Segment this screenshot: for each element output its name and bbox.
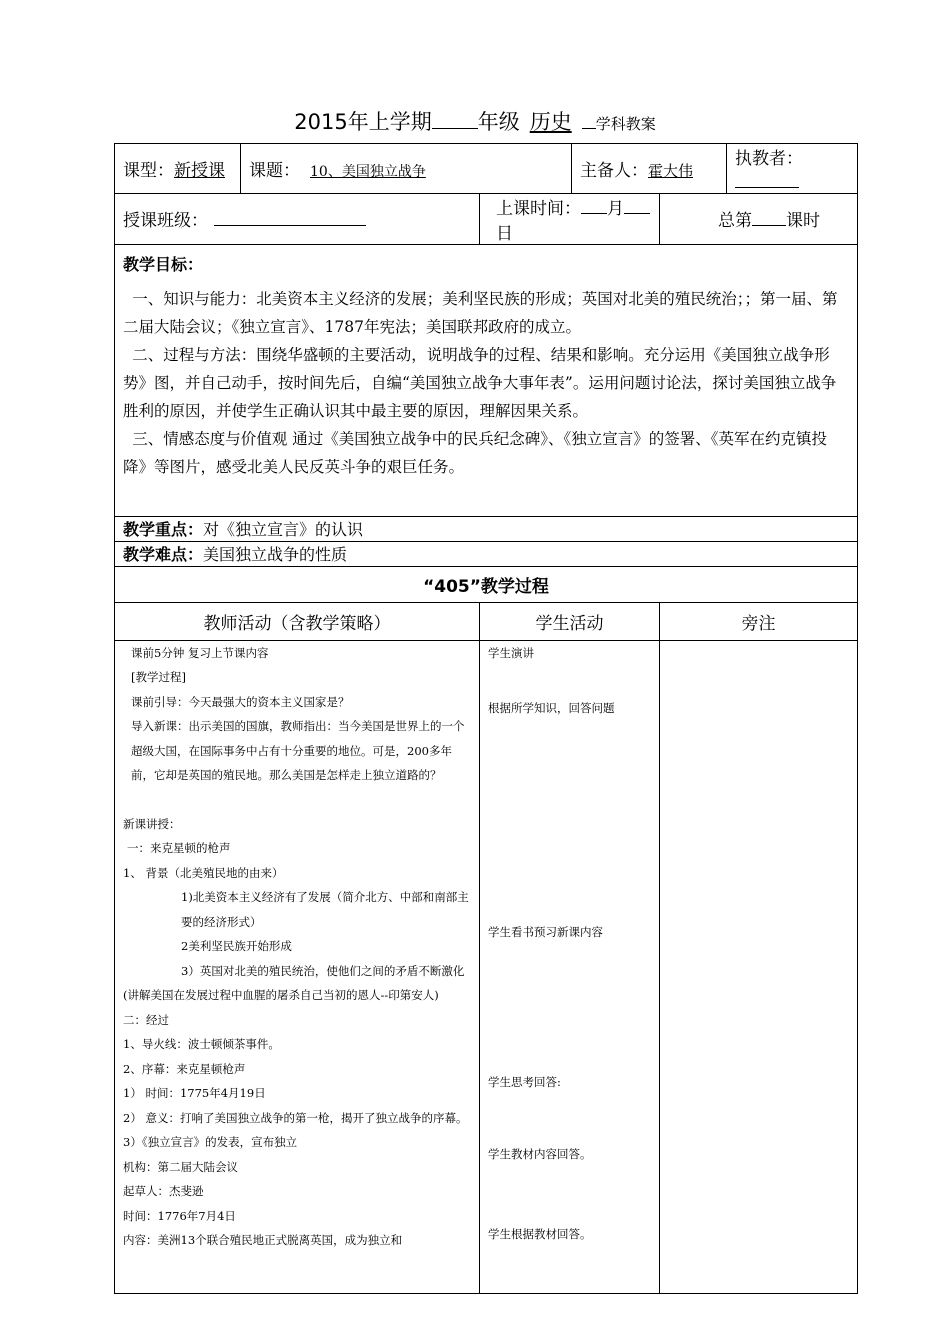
key-point-value: 对《独立宣言》的认识 xyxy=(203,520,364,540)
objective-attitude: 三、情感态度与价值观 通过《美国独立战争中的民兵纪念碑》、《独立宣言》的签署、《英军在约克镇投降》等图片，感受北美人民反英斗争的艰巨任务。 xyxy=(123,429,827,476)
teacher-line xyxy=(123,788,471,812)
preparer-cell xyxy=(572,144,727,194)
topic-cell xyxy=(241,144,572,194)
total-label: 总第 xyxy=(718,211,752,232)
difficulty-value: 美国独立战争的性质 xyxy=(203,545,348,565)
teacher-line: 1、 背景（北美殖民地的由来） xyxy=(123,865,284,880)
student-line: 学生演讲 xyxy=(488,645,534,660)
teacher-line: 2美利坚民族开始形成 xyxy=(181,939,292,954)
month-blank xyxy=(581,195,607,214)
time-cell xyxy=(480,193,660,244)
subject-blank xyxy=(582,106,596,129)
objective-process: 二、过程与方法：围绕华盛顿的主要活动，说明战争的过程、结果和影响。充分运用《美国独立战争形势》图，并自己动手，按时间先后，自编“美国独立战争大事年表”。运用问题讨论法，探讨美国独立战争胜利的原因，并使学生正确认识其中最主要的原因，理解因果关系。 xyxy=(123,345,837,420)
day-blank xyxy=(624,195,650,214)
teacher-line: [教学过程] xyxy=(131,670,186,685)
teacher-line: 1） 时间：1775年4月19日 xyxy=(123,1086,266,1101)
student-column-header: 学生活动 xyxy=(480,602,660,640)
topic-value: 10、美国独立战争 xyxy=(310,163,426,180)
title-suffix: 学科教案 xyxy=(595,115,656,134)
title-year-term: 2015年上学期 xyxy=(294,110,432,135)
teacher-line: 导入新课：出示美国的国旗，教师指出：当今美国是世界上的一个超级大国，在国际事务中占有十分重要的地位。可是，200多年前，它却是英国的殖民地。那么美国是怎样走上独立道路的？ xyxy=(131,719,465,783)
student-line: 学生看书预习新课内容 xyxy=(488,924,603,939)
title-grade-label: 年级 xyxy=(477,110,520,135)
objectives-cell xyxy=(115,244,858,516)
teacher-column-header: 教师活动（含教学策略） xyxy=(115,602,480,640)
total-blank xyxy=(752,208,786,227)
executor-label: 执教者： xyxy=(735,149,804,169)
difficulty-row xyxy=(115,541,858,566)
time-label: 上课时间： xyxy=(496,198,581,219)
teacher-activity-cell xyxy=(115,640,480,1293)
student-activity-cell xyxy=(480,640,660,1293)
teacher-line: 2） 意义：打响了美国独立战争的第一枪，揭开了独立战争的序幕。 xyxy=(123,1110,468,1125)
executor-blank xyxy=(735,169,799,188)
note-cell xyxy=(660,640,858,1293)
process-title: “405”教学过程 xyxy=(115,566,858,602)
teacher-line: 2、序幕：来克星顿枪声 xyxy=(123,1061,246,1076)
teacher-line: (讲解美国在发展过程中血腥的屠杀自己当初的恩人--印第安人) xyxy=(123,988,439,1003)
teacher-line: 一：来克星顿的枪声 xyxy=(127,841,231,856)
preparer-label: 主备人： xyxy=(580,160,648,181)
teacher-line: 课前引导：今天最强大的资本主义国家是？ xyxy=(131,694,350,709)
teacher-line: 1)北美资本主义经济有了发展（简介北方、中部和南部主要的经济形式） xyxy=(181,890,469,929)
teacher-line: 课前5分钟 复习上节课内容 xyxy=(131,645,269,660)
class-cell xyxy=(115,193,480,244)
month-label: 月 xyxy=(607,198,624,219)
student-line: 根据所学知识，回答问题 xyxy=(488,701,615,716)
preparer-value: 霍大伟 xyxy=(648,161,694,180)
note-column-header: 旁注 xyxy=(660,602,858,640)
student-line: 学生思考回答: xyxy=(488,1075,561,1090)
type-cell xyxy=(115,144,241,194)
key-point-label: 教学重点： xyxy=(123,520,204,540)
teacher-line: 3）《独立宣言》的发表，宣布独立 xyxy=(123,1135,298,1150)
day-label: 日 xyxy=(496,223,513,244)
teacher-line: 新课讲授： xyxy=(123,816,181,831)
student-line: 学生教材内容回答。 xyxy=(488,1146,592,1161)
topic-label: 课题： xyxy=(249,160,300,181)
objectives-heading: 教学目标： xyxy=(123,254,204,274)
teacher-line: 机构：第二届大陆会议 xyxy=(123,1159,238,1174)
total-cell xyxy=(660,193,858,244)
lesson-plan-table xyxy=(114,143,858,1294)
executor-cell xyxy=(727,144,858,194)
lesson-label: 课时 xyxy=(786,211,820,232)
document-title xyxy=(0,106,950,136)
teacher-line: 二：经过 xyxy=(123,1012,169,1027)
student-line: 学生根据教材回答。 xyxy=(488,1227,592,1242)
grade-blank xyxy=(432,106,478,129)
teacher-line: 3）英国对北美的殖民统治，使他们之间的矛盾不断激化 xyxy=(181,963,465,978)
teacher-line: 起草人：杰斐逊 xyxy=(123,1184,204,1199)
type-label: 课型： xyxy=(123,160,174,181)
teacher-line: 内容：美洲13个联合殖民地正式脱离英国，成为独立和 xyxy=(123,1233,403,1248)
objective-knowledge: 一、知识与能力：北美资本主义经济的发展；美利坚民族的形成；英国对北美的殖民统治；；第一届、第二届大陆会议；《独立宣言》、1787年宪法；美国联邦政府的成立。 xyxy=(123,289,838,336)
type-value: 新授课 xyxy=(174,160,225,181)
class-blank xyxy=(214,208,366,227)
teacher-line: 时间：1776年7月4日 xyxy=(123,1208,236,1223)
class-label: 授课班级： xyxy=(123,211,208,232)
title-subject: 历史 xyxy=(529,110,572,135)
key-point-row xyxy=(115,516,858,541)
teacher-line: 1、导火线：波士顿倾茶事件。 xyxy=(123,1037,280,1052)
difficulty-label: 教学难点： xyxy=(123,545,204,565)
